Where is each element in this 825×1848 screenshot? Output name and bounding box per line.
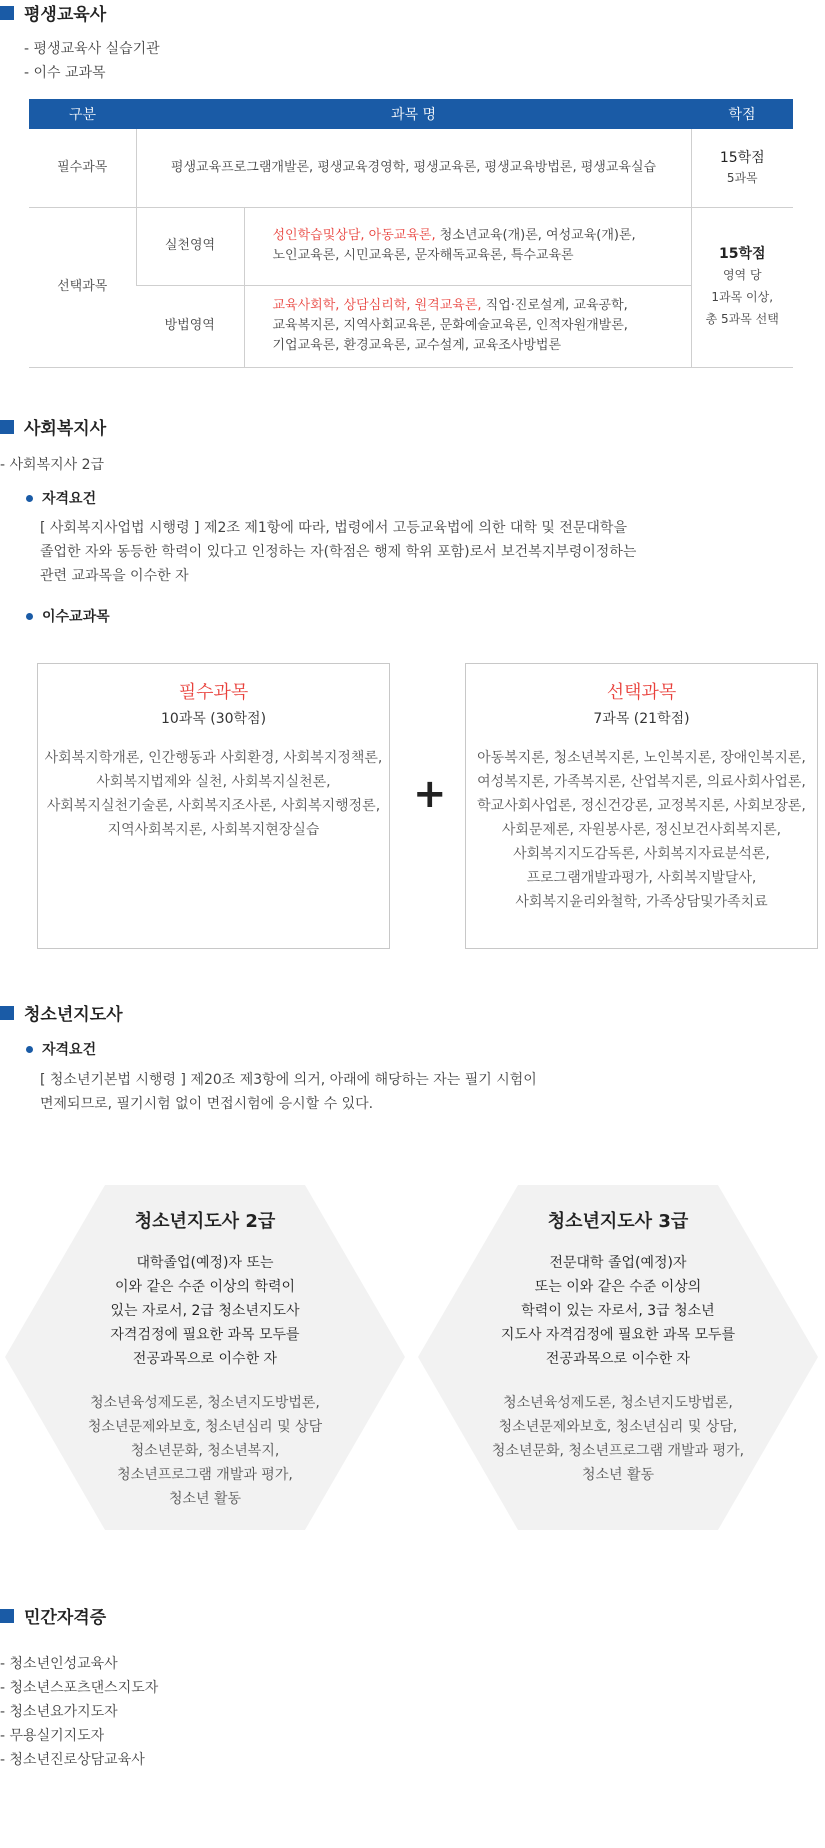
credit-value: 15학점	[719, 149, 765, 166]
method-courses	[244, 285, 691, 367]
square-bullet-icon	[0, 6, 14, 20]
table-header-row	[29, 99, 793, 129]
hexagon-description: 대학졸업(예정)자 또는 이와 같은 수준 이상의 학력이 있는 자로서, 2급 청소년지도사 자격검정에 필요한 과목 모두를 전공과목으로 이수한 자	[110, 1255, 300, 1367]
box-title: 선택과목	[606, 682, 677, 703]
box-subtitle: 10과목 (30학점)	[160, 711, 267, 727]
credit-note: 1과목 이상,	[711, 290, 774, 304]
hexagon-description: 전문대학 졸업(예정)자 또는 이와 같은 수준 이상의 학력이 있는 자로서, 3급 청소년 지도사 자격검정에 필요한 과목 모두를 전공과목으로 이수한 자	[500, 1255, 736, 1367]
elective-courses-box	[465, 663, 818, 949]
courses: 교육복지론, 지역사회교육론, 문화예술교육론, 인적자원개발론,	[272, 318, 628, 333]
list-item: - 청소년스포츠댄스지도자	[0, 1677, 158, 1697]
practice-courses	[244, 207, 691, 285]
section-title-youth-instructor: 청소년지도사	[0, 1000, 123, 1025]
list-item: - 청소년진로상담교육사	[0, 1749, 145, 1769]
list-item: - 평생교육사 실습기관	[24, 38, 160, 58]
grade3-hexagon	[418, 1185, 818, 1530]
list-item: - 청소년요가지도자	[0, 1701, 118, 1721]
required-courses-box	[37, 663, 390, 949]
qualification-text: [ 청소년기본법 시행령 ] 제20조 제3항에 의거, 아래에 해당하는 자는 필기 시험이 면제되므로, 필기시험 없이 면접시험에 응시할 수 있다.	[40, 1072, 537, 1112]
grade2-hexagon	[5, 1185, 405, 1530]
course-table	[29, 99, 793, 368]
col-header: 과목 명	[136, 99, 691, 129]
courses: 노인교육론, 시민교육론, 문자해독교육론, 특수교육론	[272, 248, 574, 263]
hexagon-title: 청소년지도사 3급	[547, 1211, 689, 1232]
qualification-heading: 자격요건	[26, 1039, 96, 1059]
credit-note: 영역 당	[722, 268, 762, 282]
box-course-list: 아동복지론, 청소년복지론, 노인복지론, 장애인복지론, 여성복지론, 가족복지론, 산업복지론, 의료사회사업론, 학교사회사업론, 정신건강론, 교정복지론, 사회보장론, 사회문제론, 자원봉사론, 정신보건사회복지론, 사회복지지도감독론, 사회복지자료분석론, 프로그램개발과평가, 사회복지발달사, 사회복지윤리와철학, 가족상담및가족치료	[477, 750, 806, 910]
box-subtitle: 7과목 (21학점)	[593, 711, 690, 727]
highlight-courses: 교육사회학, 상담심리학, 원격교육론,	[272, 298, 482, 313]
square-bullet-icon	[0, 1006, 14, 1020]
qualification-text: [ 사회복지사업법 시행령 ] 제2조 제1항에 따라, 법령에서 고등교육법에 의한 대학 및 전문대학을 졸업한 자와 동등한 학력이 있다고 인정하는 자(학점은 행제 학위 포함)로서 보건복지부령이정하는 관련 교과목을 이수한 자	[40, 520, 637, 584]
square-bullet-icon	[0, 420, 14, 434]
section-title-social-welfare: 사회복지사	[0, 414, 106, 439]
table-row	[29, 207, 793, 285]
list-item: - 이수 교과목	[24, 62, 106, 82]
courses: 직업·진로설계, 교육공학,	[481, 298, 628, 313]
area-label: 실천영역	[136, 207, 244, 285]
list-item: - 청소년인성교육사	[0, 1653, 118, 1673]
course-count: 5과목	[726, 170, 758, 185]
credit-note: 총 5과목 선택	[705, 312, 779, 326]
col-header: 구분	[29, 99, 136, 129]
hexagon-title: 청소년지도사 2급	[134, 1211, 276, 1232]
highlight-courses: 성인학습및상담, 아동교육론,	[272, 228, 436, 243]
courses: 청소년교육(개)론, 여성교육(개)론,	[435, 228, 636, 243]
table-row	[29, 285, 793, 367]
dot-bullet-icon	[26, 1046, 33, 1053]
box-title: 필수과목	[178, 682, 249, 703]
area-label: 방법영역	[136, 285, 244, 367]
table-row	[29, 129, 793, 207]
section-title-lifelong: 평생교육사	[0, 0, 106, 25]
plus-icon: +	[413, 771, 447, 817]
hexagon-course-list: 청소년육성제도론, 청소년지도방법론, 청소년문제와보호, 청소년심리 및 상담 청소년문화, 청소년복지, 청소년프로그램 개발과 평가, 청소년 활동	[87, 1395, 323, 1507]
col-header: 학점	[691, 99, 793, 129]
square-bullet-icon	[0, 1609, 14, 1623]
credit-cell	[691, 129, 793, 207]
box-course-list: 사회복지학개론, 인간행동과 사회환경, 사회복지정책론, 사회복지법제와 실천, 사회복지실천론, 사회복지실천기술론, 사회복지조사론, 사회복지행정론, 지역사회복지론, 사회복지현장실습	[44, 750, 383, 838]
section-title-private-certs: 민간자격증	[0, 1603, 106, 1628]
row-label: 선택과목	[29, 207, 136, 367]
required-courses: 평생교육프로그램개발론, 평생교육경영학, 평생교육론, 평생교육방법론, 평생교육실습	[136, 129, 691, 207]
list-item: - 무용실기지도자	[0, 1725, 104, 1745]
dot-bullet-icon	[26, 495, 33, 502]
list-item: - 사회복지사 2급	[0, 454, 104, 474]
dot-bullet-icon	[26, 613, 33, 620]
credit-value: 15학점	[718, 246, 766, 262]
credit-cell	[691, 207, 793, 367]
qualification-heading: 자격요건	[26, 488, 96, 508]
courses: 기업교육론, 환경교육론, 교수설계, 교육조사방법론	[272, 338, 562, 353]
hexagon-course-list: 청소년육성제도론, 청소년지도방법론, 청소년문제와보호, 청소년심리 및 상담, 청소년문화, 청소년프로그램 개발과 평가, 청소년 활동	[491, 1395, 745, 1483]
row-label: 필수과목	[29, 129, 136, 207]
courses-heading: 이수교과목	[26, 606, 110, 626]
